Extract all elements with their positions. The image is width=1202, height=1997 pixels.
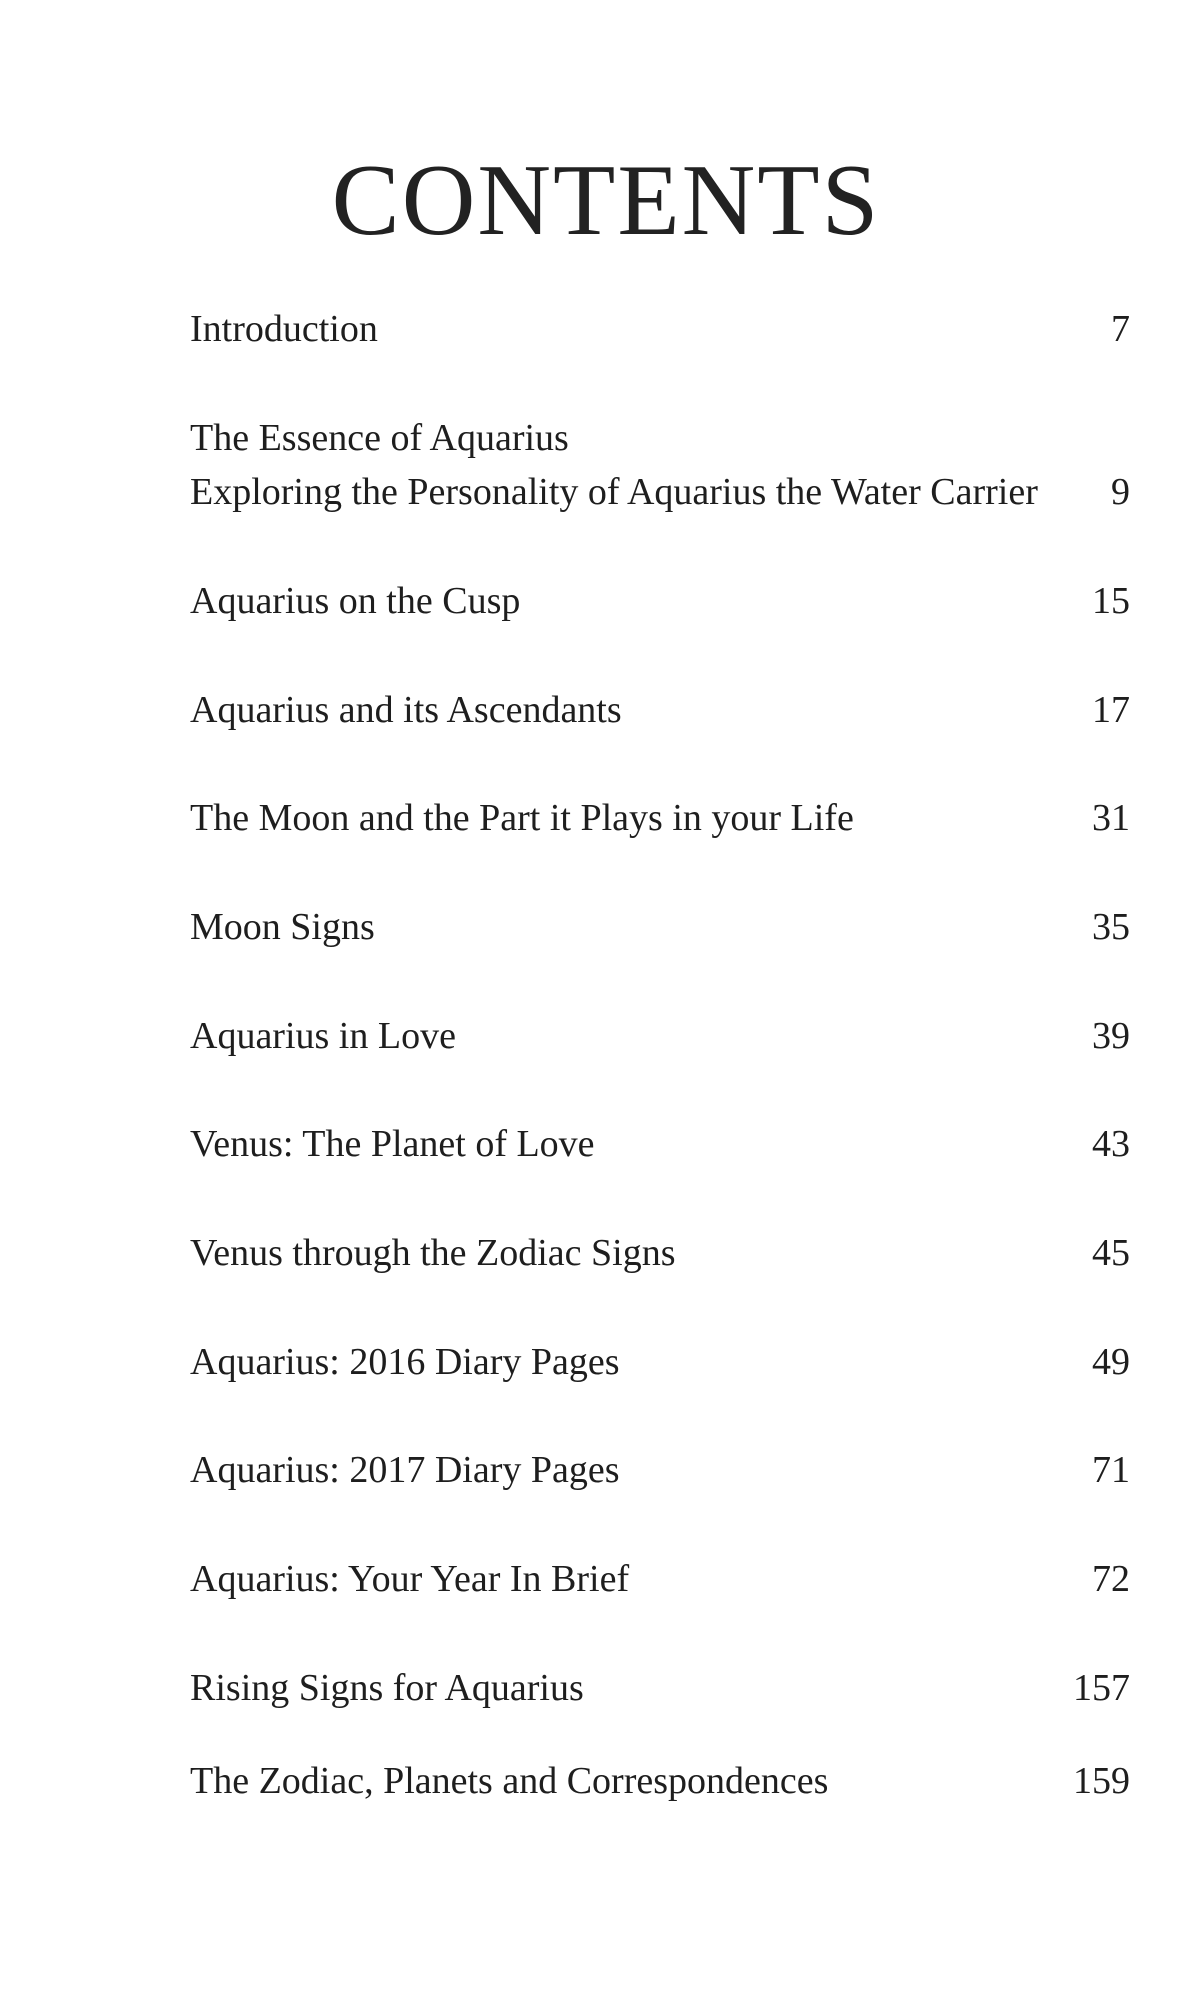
- toc-entry-page: 49: [1092, 1341, 1130, 1383]
- toc-entry-page: 15: [1092, 580, 1130, 622]
- toc-entry-title: The Moon and the Part it Plays in your Life: [190, 797, 854, 839]
- toc-entry[interactable]: [190, 683, 1130, 737]
- toc-entry-title: Venus through the Zodiac Signs: [190, 1232, 676, 1274]
- toc-entry-page: 7: [1111, 308, 1130, 350]
- toc-entry-title: Aquarius: 2016 Diary Pages: [190, 1341, 620, 1383]
- toc-entry-title: The Zodiac, Planets and Correspondences: [190, 1760, 829, 1802]
- toc-entry-title: Venus: The Planet of Love: [190, 1123, 595, 1165]
- toc-entry-title: Aquarius in Love: [190, 1015, 456, 1057]
- toc-entry[interactable]: [190, 1335, 1130, 1389]
- toc-entry[interactable]: [190, 900, 1130, 954]
- page-title: CONTENTS: [331, 144, 881, 257]
- toc-entry[interactable]: [190, 302, 1130, 356]
- toc-entry-page: 45: [1092, 1232, 1130, 1274]
- toc-entry-title: Moon Signs: [190, 906, 375, 948]
- toc-entry-page: 17: [1092, 689, 1130, 731]
- toc-entry-page: 43: [1092, 1123, 1130, 1165]
- toc-entry-page: 159: [1073, 1760, 1130, 1802]
- toc-entry[interactable]: [190, 1226, 1130, 1280]
- toc-entry[interactable]: [190, 574, 1130, 628]
- toc-entry[interactable]: [190, 1754, 1130, 1808]
- toc-entry-title: Aquarius: Your Year In Brief: [190, 1558, 630, 1600]
- toc-entry[interactable]: [190, 1661, 1130, 1715]
- toc-entry-title: The Essence of Aquarius: [190, 417, 569, 459]
- toc-entry[interactable]: [190, 1552, 1130, 1606]
- toc-entry-title: Aquarius and its Ascendants: [190, 689, 622, 731]
- toc-entry-title: Rising Signs for Aquarius: [190, 1667, 584, 1709]
- toc-entry-title: Aquarius on the Cusp: [190, 580, 521, 622]
- toc-entry-page: 157: [1073, 1667, 1130, 1709]
- toc-entry[interactable]: [190, 1443, 1130, 1497]
- toc-entry-subtitle: Exploring the Personality of Aquarius the Water Carrier: [190, 471, 1038, 513]
- toc-entry[interactable]: [190, 791, 1130, 845]
- toc-entry-title: Aquarius: 2017 Diary Pages: [190, 1449, 620, 1491]
- toc-entry-page: 39: [1092, 1015, 1130, 1057]
- toc-entry-page: 35: [1092, 906, 1130, 948]
- toc-entry-page: 9: [1111, 471, 1130, 513]
- toc-entry-page: 71: [1092, 1449, 1130, 1491]
- toc-entry[interactable]: [190, 411, 1130, 519]
- toc-entry-page: 31: [1092, 797, 1130, 839]
- toc-entry[interactable]: [190, 1009, 1130, 1063]
- toc-entry-page: 72: [1092, 1558, 1130, 1600]
- toc-entry-title: Introduction: [190, 308, 378, 350]
- toc-entry[interactable]: [190, 1117, 1130, 1171]
